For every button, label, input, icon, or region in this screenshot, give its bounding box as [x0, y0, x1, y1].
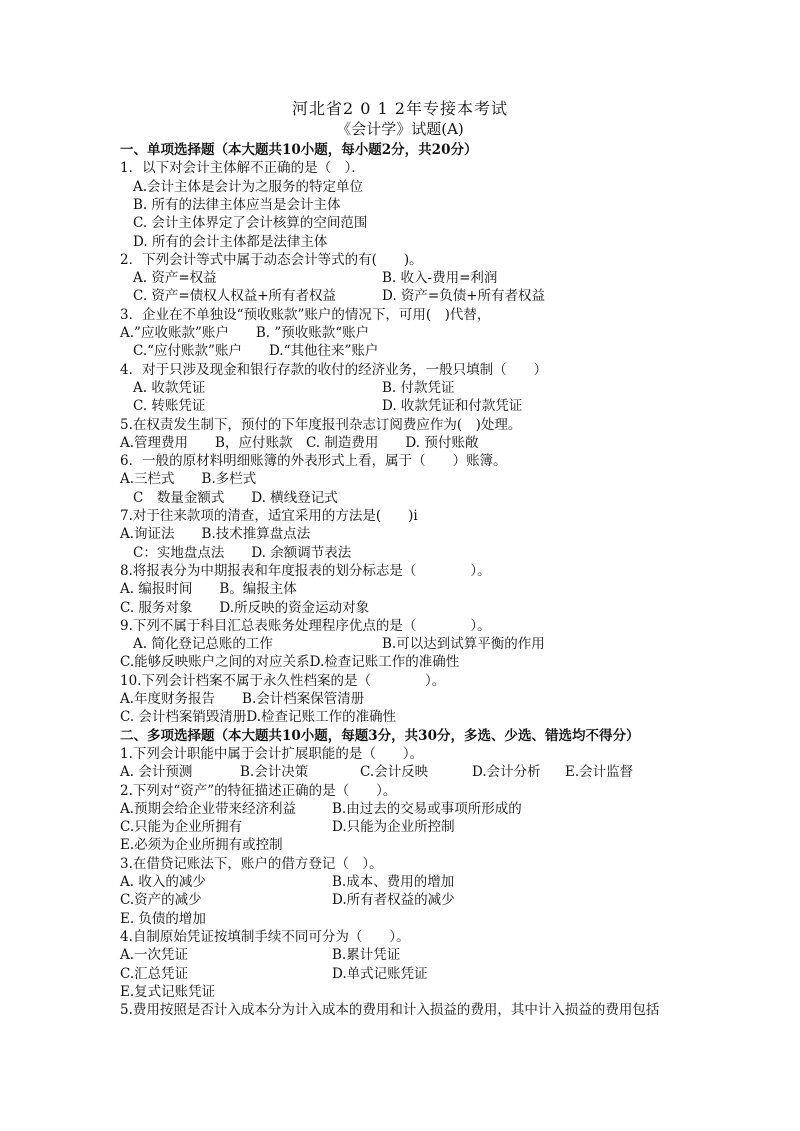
option-item: C.会计反映 [360, 764, 429, 780]
option-row [0, 635, 800, 653]
question-line: A.询证法 B.技术推算盘点法 [120, 526, 311, 542]
question-line: 4.自制原始凭证按填制手续不同可分为（ ）。 [120, 929, 410, 945]
option-item: A.预期会给企业带来经济利益 [120, 801, 297, 817]
question-line: C. 服务对象 D.所反映的资金运动对象 [120, 600, 370, 616]
question-line: 4．对于只涉及现金和银行存款的收付的经济业务，一般只填制（ ） [120, 362, 548, 378]
option-item: C.汇总凭证 [120, 966, 189, 982]
option-item: A. 会计预测 [120, 764, 193, 780]
question-line: C.“应付账款”账户 D.“其他往来”账户 [133, 343, 379, 359]
question-line: 2.下列对“资产”的特征描述正确的是（ ）。 [120, 783, 397, 799]
option-item: B.可以达到试算平衡的作用 [382, 636, 545, 652]
question-line: 9.下列不属于科目汇总表账务处理程序优点的是（ ）。 [120, 618, 491, 634]
question-line: 1．以下对会计主体解不正确的是（ ）． [120, 160, 365, 176]
question-line: A.会计主体是会计为之服务的特定单位 [133, 179, 364, 195]
option-item: D.所有者权益的减少 [332, 892, 455, 908]
option-item: A. 收款凭证 [133, 380, 206, 396]
exam-subtitle: 《会计学》试题(A) [336, 120, 464, 138]
option-item: A. 收入的减少 [120, 874, 206, 890]
question-line: C. 会计主体界定了会计核算的空间范围 [133, 215, 368, 231]
option-row [0, 763, 800, 781]
question-line: C.能够反映账户之间的对应关系D.检查记账工作的准确性 [120, 654, 460, 670]
option-item: A.一次凭证 [120, 947, 189, 963]
option-item: B.会计决策 [240, 764, 309, 780]
question-line: E.必须为企业所拥有或控制 [120, 837, 283, 853]
option-item: D.会计分析 [472, 764, 541, 780]
option-item: C. 转账凭证 [133, 398, 206, 414]
question-line: 5.在权责发生制下，预付的下年度报刊杂志订阅费应作为( )处理。 [120, 417, 522, 433]
option-item: D.只能为企业所控制 [332, 819, 455, 835]
section-heading: 二、多项选择题（本大题共10小题，每题3分，共30分，多选、少选、错选均不得分） [120, 728, 640, 744]
question-line: 3．企业在不单独设“预收账款”账户的情况下，可用( )代替， [120, 307, 491, 323]
option-item: D. 资产=负债+所有者权益 [382, 288, 546, 304]
option-row [0, 818, 800, 836]
option-item: A. 简化登记总账的工作 [133, 636, 273, 652]
question-line: A.管理费用 B，应付账款 C. 制造费用 D. 预付账敞 [120, 435, 479, 451]
question-line: D. 所有的会计主体都是法律主体 [133, 234, 328, 250]
option-row [0, 800, 800, 818]
option-row [0, 873, 800, 891]
section-heading: 一、单项选择题（本大题共10小题，每小题2分，共20分） [120, 142, 478, 158]
question-line: E.复式记账凭证 [120, 984, 216, 1000]
option-row [0, 397, 800, 415]
question-line: E. 负债的增加 [120, 911, 206, 927]
option-item: D.单式记账凭证 [332, 966, 428, 982]
question-line: C：实地盘点法 D. 余额调节表法 [133, 545, 352, 561]
question-line: A.年度财务报告 B.会计档案保管清册 [120, 691, 365, 707]
question-line: 1.下列会计职能中属于会计扩展职能的是（ ）。 [120, 746, 424, 762]
option-row [0, 287, 800, 305]
question-line: 6．一般的原材料明细账簿的外表形式上看，属于（ ）账簿。 [120, 453, 507, 469]
question-line: 5.费用按照是否计入成本分为计入成本的费用和计入损益的费用，其中计入损益的费用包括 [120, 1002, 660, 1018]
question-line: 8.将报表分为中期报表和年度报表的划分标志是（ ）。 [120, 563, 491, 579]
option-row [0, 891, 800, 909]
question-line: C. 会计档案销毁清册D.检查记账工作的准确性 [120, 709, 397, 725]
exam-title: 河北省2 0 1 2年专接本考试 [292, 99, 508, 118]
question-line: 7.对于往来款项的清查，适宜采用的方法是( )i [120, 508, 418, 524]
option-row [0, 946, 800, 964]
option-item: C.资产的减少 [120, 892, 202, 908]
question-line: A.三栏式 B.多栏式 [120, 471, 257, 487]
question-line: B. 所有的法律主体应当是会计主体 [133, 197, 341, 213]
option-item: B. 收入-费用=利润 [382, 270, 498, 286]
option-row [0, 379, 800, 397]
question-line: 2．下列会计等式中属于动态会计等式的有( )。 [120, 252, 423, 268]
option-row [0, 269, 800, 287]
question-line: 3.在借贷记账法下，账户的借方登记（ ）。 [120, 856, 383, 872]
option-item: B.由过去的交易或事项所形成的 [332, 801, 522, 817]
option-item: B. 付款凭证 [382, 380, 455, 396]
option-row [0, 965, 800, 983]
question-line: A.”应收账款”账户 B. ”预收账款“账户 [120, 325, 370, 341]
option-item: A. 资产=权益 [133, 270, 217, 286]
option-item: B.成本、费用的增加 [332, 874, 455, 890]
question-line: C 数量金额式 D. 横线登记式 [133, 490, 338, 506]
question-line: 10.下列会计档案不属于永久性档案的是（ ）。 [120, 673, 446, 689]
option-item: E.会计监督 [565, 764, 634, 780]
option-item: C.只能为企业所拥有 [120, 819, 243, 835]
option-item: C. 资产=债权人权益+所有者权益 [133, 288, 337, 304]
option-item: D. 收款凭证和付款凭证 [382, 398, 523, 414]
question-line: A. 编报时间 B。编报主体 [120, 581, 297, 597]
option-item: B.累计凭证 [332, 947, 401, 963]
